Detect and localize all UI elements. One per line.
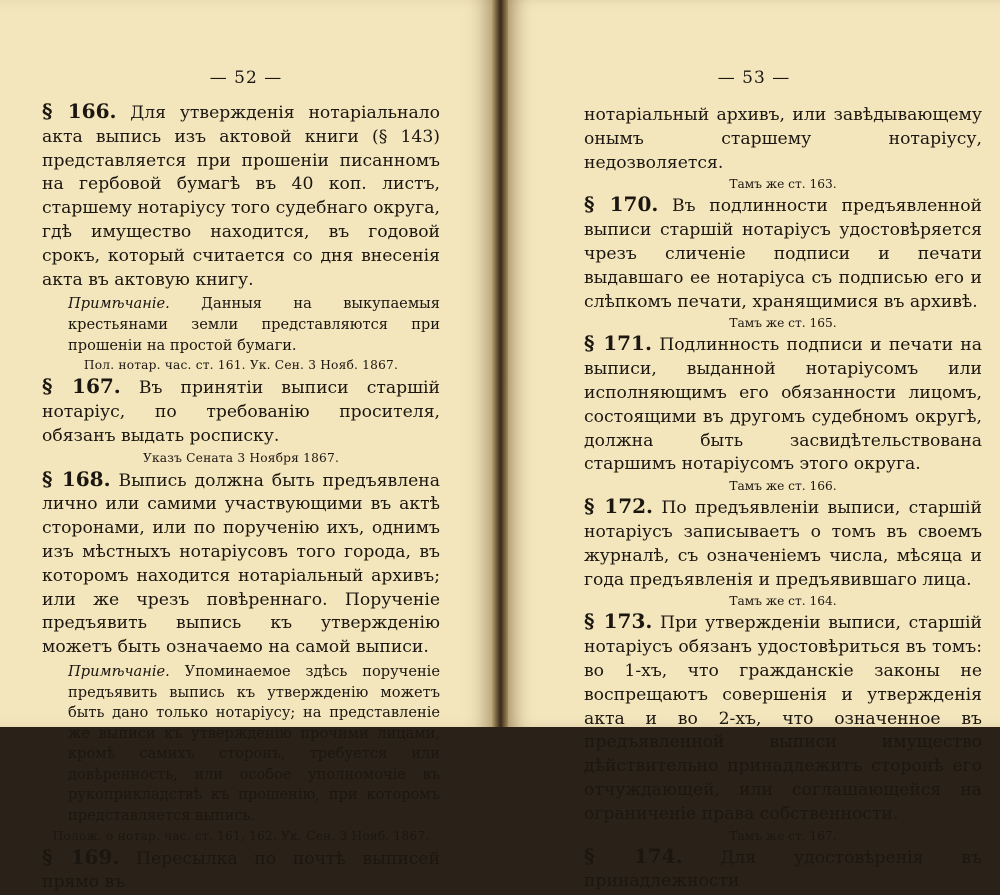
section-number: § 166.	[42, 99, 117, 123]
paragraph-text: нотаріальный архивъ, или завѣдывающему онымъ старшему нотаріусу, недозволяется.	[584, 105, 982, 173]
left-page	[0, 0, 492, 893]
section-number: § 167.	[42, 374, 121, 399]
paragraph-text: Для утвержденія нотаріальнало акта выпись изъ актовой книги (§ 143) представляется при прошеніи писанномъ на гербовой бумагѣ въ 40 коп. листъ, старшему нотаріусу того судебнаго округа, гдѣ имущество находится, въ годовой срокъ, который считается со дня внесенія акта въ актовую книгу.	[42, 103, 440, 290]
page-number: — 52 —	[209, 68, 283, 88]
section-number: § 174.	[584, 843, 683, 868]
paragraph-173	[584, 610, 982, 826]
paragraph-174	[584, 845, 982, 895]
book-gutter	[492, 0, 508, 727]
paragraph-169	[42, 846, 440, 895]
paragraph-text: Для удостовѣренія въ принадлежности	[584, 847, 982, 892]
section-number: § 171.	[584, 331, 652, 356]
paragraph-text: Въ принятіи выписи старшій нотаріус, по требованію просителя, обязанъ выдать росписку.	[42, 378, 441, 446]
source-reference: Тамъ же ст. 165.	[729, 316, 837, 331]
paragraph-text: Пересылка по почтѣ выписей прямо въ	[42, 848, 440, 893]
section-number: § 168.	[42, 466, 111, 491]
note-label: Примѣчаніе.	[68, 295, 170, 313]
section-number: § 169.	[42, 844, 120, 869]
section-number: § 172.	[584, 494, 654, 519]
paragraph-167	[42, 375, 440, 448]
paragraph-172	[584, 495, 982, 592]
note-text: Данныя на выкупаемыя крестьянами земли представляются при прошеніи на простой бумаги.	[68, 295, 440, 354]
source-reference: Тамъ же ст. 166.	[729, 479, 837, 494]
paragraph-168	[42, 468, 440, 660]
right-page	[508, 0, 1000, 892]
source-reference: Полож. о нотар. час. ст. 161, 162. Ук. Сен. 3 Нояб. 1867.	[52, 828, 430, 843]
note-text: Упоминаемое здѣсь порученіе предъявить выпись къ утвержденію можетъ быть дано только нотаріусу; на представленіе же выписи къ утвержденію прочими лицами, кромѣ самихъ сторонъ, требуется или довѣренность, или особое уполномочіе въ рукоприкладствѣ къ прошенію, при которомъ представляется выпись.	[68, 662, 440, 825]
note-label: Примѣчаніе.	[68, 662, 170, 680]
note	[42, 294, 440, 356]
paragraph-text: Подлинность подписи и печати на выписи, выданной нотаріусомъ или исполняющимъ его обязанности лицомъ, состоящими въ другомъ судебномъ округѣ, должна быть засвидѣтельствована старшимъ нотаріусомъ этого округа.	[584, 335, 983, 475]
paragraph-continuation	[584, 104, 982, 175]
paragraph-170	[584, 193, 982, 314]
source-reference: Тамъ же ст. 164.	[729, 594, 837, 609]
page-body	[584, 104, 982, 894]
paragraph-text: При утвержденіи выписи, старшій нотаріусъ обязанъ удостовѣриться въ томъ: во 1-хъ, что гражданскіе законы не воспрещаютъ совершенія и утвержденія акта и во 2-хъ, что означенное въ предъявленной выписи имущество дѣйствительно принадлежитъ сторонѣ его отчуждающей, или соглашающейся на ограниченіе права собственности.	[584, 613, 982, 824]
section-number: § 173.	[584, 609, 653, 634]
note	[42, 662, 440, 827]
page-number: — 53 —	[717, 68, 791, 88]
source-reference: Тамъ же ст. 163.	[729, 177, 837, 192]
source-reference: Пол. нотар. час. ст. 161. Ук. Сен. 3 Нояб. 1867.	[83, 358, 399, 373]
paragraph-text: Выпись должна быть предъявлена лично или самими участвующими въ актѣ сторонами, или по порученію ихъ, однимъ изъ мѣстныхъ нотаріусовъ того города, въ которомъ находится нотаріальный архивъ; или же чрезъ повѣреннаго. Порученіе предъявить выпись къ утвержденію можетъ быть означаемо на самой выписи.	[42, 470, 441, 658]
paragraph-171	[584, 332, 982, 477]
page-body	[42, 100, 440, 895]
source-reference: Указъ Сената 3 Ноября 1867.	[142, 450, 340, 465]
section-number: § 170.	[584, 192, 659, 217]
source-reference: Тамъ же ст. 167.	[729, 828, 837, 843]
paragraph-166	[42, 100, 440, 292]
paragraph-text: Въ подлинности предъявленной выписи старшій нотаріусъ удостовѣряется чрезъ сличеніе подписи и печати выдавшаго ее нотаріуса съ подписью его и слѣпкомъ печати, хранящимися въ архивѣ.	[584, 196, 982, 312]
paragraph-text: По предъявленіи выписи, старшій нотаріусъ записываетъ о томъ въ своемъ журналѣ, съ означеніемъ числа, мѣсяца и года предъявленія и предъявившаго лица.	[584, 498, 982, 590]
